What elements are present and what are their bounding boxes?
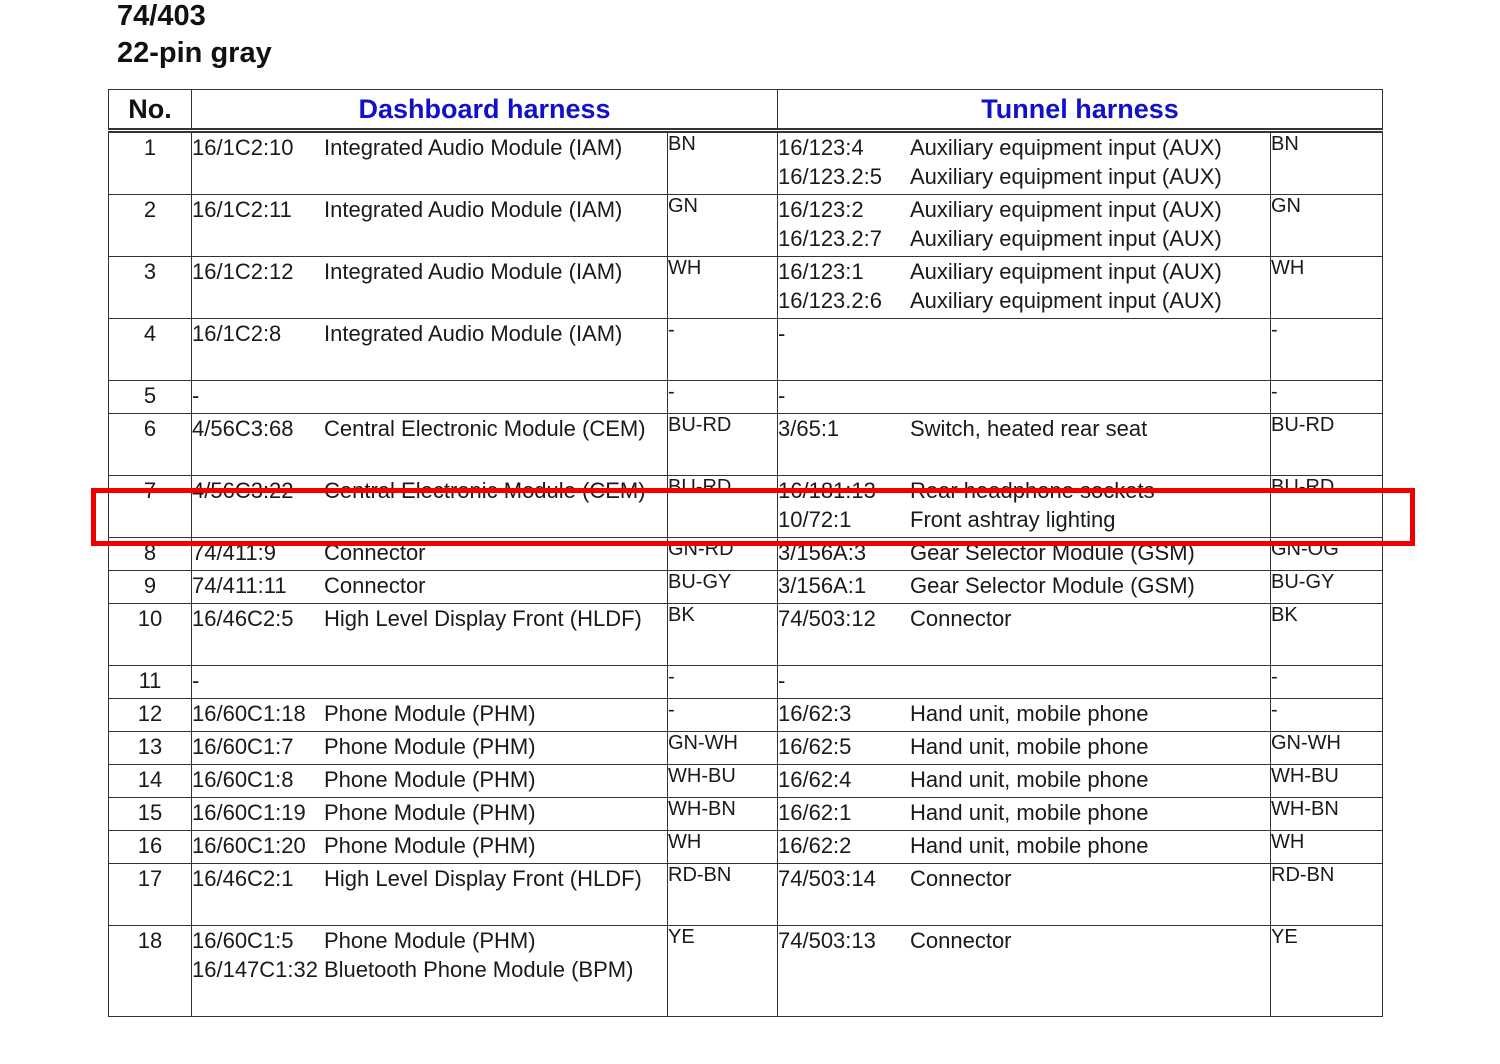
dashboard-wire-color: WH-BU xyxy=(668,765,778,798)
pin-number: 1 xyxy=(109,131,192,195)
tunnel-code: 16/123.2:7 xyxy=(778,226,882,251)
tunnel-entry xyxy=(778,505,1270,534)
dashboard-code: 16/46C2:1 xyxy=(192,866,294,891)
dashboard-code: 74/411:9 xyxy=(192,540,277,565)
dashboard-entry xyxy=(192,765,667,794)
tunnel-description xyxy=(910,666,1270,695)
dashboard-wire-color: GN-RD xyxy=(668,538,778,571)
tunnel-code: 16/62:1 xyxy=(778,800,852,825)
dashboard-description: Integrated Audio Module (IAM) xyxy=(324,197,623,222)
pin-number: 6 xyxy=(109,414,192,476)
dashboard-description: Bluetooth Phone Module (BPM) xyxy=(324,957,634,982)
table-row xyxy=(109,831,1383,864)
tunnel-wire-color: WH xyxy=(1271,257,1383,319)
pin-number: 2 xyxy=(109,195,192,257)
dashboard-entry xyxy=(192,926,667,955)
dashboard-description: Connector xyxy=(324,540,426,565)
dashboard-entry xyxy=(192,831,667,860)
table-row xyxy=(109,414,1383,476)
dashboard-description: Phone Module (PHM) xyxy=(324,800,536,825)
table-row xyxy=(109,381,1383,414)
dashboard-cell xyxy=(192,732,668,765)
pin-number: 15 xyxy=(109,798,192,831)
tunnel-wire-color: - xyxy=(1271,699,1383,732)
tunnel-cell xyxy=(778,926,1271,1017)
tunnel-cell xyxy=(778,381,1271,414)
dashboard-entry xyxy=(192,381,667,410)
tunnel-cell xyxy=(778,257,1271,319)
dashboard-entry xyxy=(192,604,667,633)
tunnel-wire-color: RD-BN xyxy=(1271,864,1383,926)
table-row xyxy=(109,926,1383,1017)
tunnel-cell xyxy=(778,831,1271,864)
tunnel-entry xyxy=(778,414,1270,443)
tunnel-wire-color: WH-BU xyxy=(1271,765,1383,798)
tunnel-code: 16/123:4 xyxy=(778,135,864,160)
tunnel-entry xyxy=(778,319,1270,348)
dashboard-code: 16/1C2:10 xyxy=(192,135,294,160)
dashboard-description: High Level Display Front (HLDF) xyxy=(324,866,642,891)
tunnel-wire-color: - xyxy=(1271,666,1383,699)
header-tunnel-harness: Tunnel harness xyxy=(778,90,1383,131)
tunnel-entry xyxy=(778,538,1270,567)
dashboard-code: 16/1C2:8 xyxy=(192,321,282,346)
dashboard-entry xyxy=(192,319,667,348)
table-header-row xyxy=(109,90,1383,131)
tunnel-wire-color: BU-GY xyxy=(1271,571,1383,604)
dashboard-cell xyxy=(192,131,668,195)
pin-number: 3 xyxy=(109,257,192,319)
tunnel-entry xyxy=(778,666,1270,695)
dashboard-code: 16/60C1:8 xyxy=(192,767,294,792)
tunnel-code: 74/503:12 xyxy=(778,606,876,631)
dashboard-wire-color: - xyxy=(668,319,778,381)
dashboard-wire-color: GN-WH xyxy=(668,732,778,765)
dashboard-cell xyxy=(192,257,668,319)
dashboard-code: 4/56C3:22 xyxy=(192,478,294,503)
header-no: No. xyxy=(109,90,192,131)
table-row xyxy=(109,257,1383,319)
tunnel-code: 16/62:2 xyxy=(778,833,852,858)
tunnel-entry xyxy=(778,286,1270,315)
dashboard-wire-color: WH xyxy=(668,257,778,319)
pin-number: 10 xyxy=(109,604,192,666)
pin-number: 7 xyxy=(109,476,192,538)
header-dashboard-harness: Dashboard harness xyxy=(192,90,778,131)
tunnel-code: 3/65:1 xyxy=(778,416,840,441)
dashboard-entry xyxy=(192,195,667,224)
tunnel-code: 16/123:2 xyxy=(778,197,864,222)
dashboard-cell xyxy=(192,319,668,381)
pin-number: 5 xyxy=(109,381,192,414)
pin-number: 9 xyxy=(109,571,192,604)
dashboard-cell xyxy=(192,666,668,699)
tunnel-cell xyxy=(778,131,1271,195)
tunnel-wire-color: GN-OG xyxy=(1271,538,1383,571)
dashboard-code: 16/1C2:11 xyxy=(192,197,292,222)
tunnel-description: Connector xyxy=(910,866,1012,891)
dashboard-wire-color: GN xyxy=(668,195,778,257)
tunnel-code: - xyxy=(778,668,786,693)
tunnel-code: - xyxy=(778,321,786,346)
tunnel-cell xyxy=(778,538,1271,571)
tunnel-wire-color: WH xyxy=(1271,831,1383,864)
tunnel-entry xyxy=(778,765,1270,794)
dashboard-description: Integrated Audio Module (IAM) xyxy=(324,135,623,160)
dashboard-wire-color: WH xyxy=(668,831,778,864)
pin-number: 4 xyxy=(109,319,192,381)
tunnel-entry xyxy=(778,732,1270,761)
tunnel-description: Switch, heated rear seat xyxy=(910,416,1148,441)
tunnel-description xyxy=(910,381,1270,410)
tunnel-wire-color: YE xyxy=(1271,926,1383,1017)
tunnel-entry xyxy=(778,864,1270,893)
tunnel-cell xyxy=(778,195,1271,257)
tunnel-code: - xyxy=(778,383,786,408)
tunnel-code: 10/72:1 xyxy=(778,507,852,532)
tunnel-entry xyxy=(778,476,1270,505)
dashboard-description: Phone Module (PHM) xyxy=(324,767,536,792)
tunnel-description: Hand unit, mobile phone xyxy=(910,767,1149,792)
table-row xyxy=(109,699,1383,732)
tunnel-description: Auxiliary equipment input (AUX) xyxy=(910,259,1222,284)
tunnel-description: Rear headphone sockets xyxy=(910,478,1155,503)
table-row xyxy=(109,666,1383,699)
dashboard-wire-color: BU-RD xyxy=(668,414,778,476)
dashboard-entry xyxy=(192,257,667,286)
dashboard-code: 16/60C1:19 xyxy=(192,800,306,825)
tunnel-cell xyxy=(778,414,1271,476)
tunnel-code: 74/503:13 xyxy=(778,928,876,953)
tunnel-entry xyxy=(778,381,1270,410)
tunnel-entry xyxy=(778,133,1270,162)
pin-number: 11 xyxy=(109,666,192,699)
dashboard-wire-color: RD-BN xyxy=(668,864,778,926)
dashboard-cell xyxy=(192,699,668,732)
tunnel-code: 3/156A:3 xyxy=(778,540,867,565)
dashboard-entry xyxy=(192,476,667,505)
tunnel-cell xyxy=(778,732,1271,765)
dashboard-entry xyxy=(192,571,667,600)
tunnel-code: 3/156A:1 xyxy=(778,573,867,598)
dashboard-entry xyxy=(192,864,667,893)
tunnel-code: 16/123:1 xyxy=(778,259,864,284)
tunnel-description: Auxiliary equipment input (AUX) xyxy=(910,197,1222,222)
tunnel-wire-color: - xyxy=(1271,381,1383,414)
dashboard-description: Integrated Audio Module (IAM) xyxy=(324,321,623,346)
pin-number: 17 xyxy=(109,864,192,926)
dashboard-code: 74/411:11 xyxy=(192,573,287,598)
tunnel-code: 16/62:5 xyxy=(778,734,852,759)
tunnel-cell xyxy=(778,476,1271,538)
tunnel-code: 16/62:3 xyxy=(778,701,852,726)
tunnel-cell xyxy=(778,864,1271,926)
tunnel-code: 16/62:4 xyxy=(778,767,852,792)
tunnel-description: Auxiliary equipment input (AUX) xyxy=(910,164,1222,189)
pin-number: 18 xyxy=(109,926,192,1017)
tunnel-description: Gear Selector Module (GSM) xyxy=(910,540,1195,565)
table-row xyxy=(109,864,1383,926)
connector-id: 74/403 xyxy=(117,0,206,32)
tunnel-code: 16/123.2:6 xyxy=(778,288,882,313)
dashboard-description xyxy=(324,381,667,410)
dashboard-description: High Level Display Front (HLDF) xyxy=(324,606,642,631)
dashboard-description: Central Electronic Module (CEM) xyxy=(324,478,646,503)
dashboard-entry xyxy=(192,732,667,761)
dashboard-cell xyxy=(192,538,668,571)
dashboard-entry xyxy=(192,699,667,728)
dashboard-wire-color: BN xyxy=(668,131,778,195)
tunnel-wire-color: BU-RD xyxy=(1271,476,1383,538)
dashboard-description: Phone Module (PHM) xyxy=(324,833,536,858)
tunnel-description: Hand unit, mobile phone xyxy=(910,701,1149,726)
dashboard-wire-color: - xyxy=(668,666,778,699)
tunnel-wire-color: - xyxy=(1271,319,1383,381)
dashboard-wire-color: - xyxy=(668,699,778,732)
pin-number: 8 xyxy=(109,538,192,571)
tunnel-description: Connector xyxy=(910,928,1012,953)
tunnel-entry xyxy=(778,162,1270,191)
dashboard-entry xyxy=(192,414,667,443)
dashboard-cell xyxy=(192,798,668,831)
dashboard-code: 16/46C2:5 xyxy=(192,606,294,631)
dashboard-entry xyxy=(192,798,667,827)
dashboard-cell xyxy=(192,195,668,257)
dashboard-entry xyxy=(192,666,667,695)
dashboard-cell xyxy=(192,571,668,604)
table-row xyxy=(109,319,1383,381)
tunnel-description: Auxiliary equipment input (AUX) xyxy=(910,226,1222,251)
table-row xyxy=(109,765,1383,798)
dashboard-entry xyxy=(192,133,667,162)
tunnel-cell xyxy=(778,699,1271,732)
dashboard-entry xyxy=(192,955,667,984)
dashboard-code: 16/60C1:7 xyxy=(192,734,294,759)
dashboard-wire-color: BU-RD xyxy=(668,476,778,538)
dashboard-code: 16/147C1:32 xyxy=(192,957,318,982)
tunnel-code: 16/123.2:5 xyxy=(778,164,882,189)
connector-description: 22-pin gray xyxy=(117,37,272,69)
tunnel-description: Front ashtray lighting xyxy=(910,507,1116,532)
tunnel-description xyxy=(910,319,1270,348)
dashboard-description: Integrated Audio Module (IAM) xyxy=(324,259,623,284)
dashboard-description: Phone Module (PHM) xyxy=(324,734,536,759)
tunnel-cell xyxy=(778,798,1271,831)
tunnel-wire-color: BN xyxy=(1271,131,1383,195)
tunnel-entry xyxy=(778,571,1270,600)
tunnel-entry xyxy=(778,257,1270,286)
dashboard-cell xyxy=(192,476,668,538)
table-row xyxy=(109,732,1383,765)
dashboard-cell xyxy=(192,926,668,1017)
tunnel-code: 74/503:14 xyxy=(778,866,876,891)
dashboard-code: 16/60C1:5 xyxy=(192,928,294,953)
tunnel-cell xyxy=(778,765,1271,798)
dashboard-wire-color: WH-BN xyxy=(668,798,778,831)
tunnel-code: 16/181:13 xyxy=(778,478,876,503)
table-row xyxy=(109,476,1383,538)
tunnel-entry xyxy=(778,831,1270,860)
tunnel-wire-color: GN-WH xyxy=(1271,732,1383,765)
dashboard-description: Phone Module (PHM) xyxy=(324,928,536,953)
table-body xyxy=(109,131,1383,1017)
tunnel-description: Auxiliary equipment input (AUX) xyxy=(910,288,1222,313)
table-row xyxy=(109,571,1383,604)
tunnel-entry xyxy=(778,604,1270,633)
tunnel-description: Connector xyxy=(910,606,1012,631)
dashboard-cell xyxy=(192,414,668,476)
dashboard-wire-color: YE xyxy=(668,926,778,1017)
tunnel-cell xyxy=(778,571,1271,604)
tunnel-wire-color: BK xyxy=(1271,604,1383,666)
dashboard-cell xyxy=(192,831,668,864)
tunnel-entry xyxy=(778,798,1270,827)
table-row xyxy=(109,131,1383,195)
dashboard-cell xyxy=(192,381,668,414)
dashboard-description: Phone Module (PHM) xyxy=(324,701,536,726)
pin-number: 13 xyxy=(109,732,192,765)
dashboard-entry xyxy=(192,538,667,567)
pin-number: 14 xyxy=(109,765,192,798)
tunnel-cell xyxy=(778,666,1271,699)
tunnel-entry xyxy=(778,224,1270,253)
dashboard-description: Central Electronic Module (CEM) xyxy=(324,416,646,441)
table-row xyxy=(109,604,1383,666)
dashboard-cell xyxy=(192,765,668,798)
tunnel-description: Auxiliary equipment input (AUX) xyxy=(910,135,1222,160)
pin-number: 12 xyxy=(109,699,192,732)
dashboard-wire-color: BU-GY xyxy=(668,571,778,604)
tunnel-entry xyxy=(778,926,1270,955)
tunnel-wire-color: GN xyxy=(1271,195,1383,257)
pinout-table xyxy=(108,89,1383,1017)
tunnel-description: Hand unit, mobile phone xyxy=(910,800,1149,825)
dashboard-code: 16/60C1:18 xyxy=(192,701,306,726)
dashboard-description xyxy=(324,666,667,695)
dashboard-code: 16/1C2:12 xyxy=(192,259,294,284)
tunnel-description: Hand unit, mobile phone xyxy=(910,734,1149,759)
tunnel-wire-color: WH-BN xyxy=(1271,798,1383,831)
dashboard-code: 16/60C1:20 xyxy=(192,833,306,858)
tunnel-cell xyxy=(778,319,1271,381)
table-row xyxy=(109,798,1383,831)
dashboard-cell xyxy=(192,604,668,666)
dashboard-cell xyxy=(192,864,668,926)
tunnel-description: Hand unit, mobile phone xyxy=(910,833,1149,858)
tunnel-description: Gear Selector Module (GSM) xyxy=(910,573,1195,598)
tunnel-cell xyxy=(778,604,1271,666)
dashboard-code: - xyxy=(192,668,200,693)
dashboard-code: - xyxy=(192,383,200,408)
table-row xyxy=(109,195,1383,257)
tunnel-entry xyxy=(778,195,1270,224)
dashboard-wire-color: BK xyxy=(668,604,778,666)
dashboard-description: Connector xyxy=(324,573,426,598)
table-row xyxy=(109,538,1383,571)
pin-number: 16 xyxy=(109,831,192,864)
dashboard-code: 4/56C3:68 xyxy=(192,416,294,441)
tunnel-entry xyxy=(778,699,1270,728)
dashboard-wire-color: - xyxy=(668,381,778,414)
tunnel-wire-color: BU-RD xyxy=(1271,414,1383,476)
